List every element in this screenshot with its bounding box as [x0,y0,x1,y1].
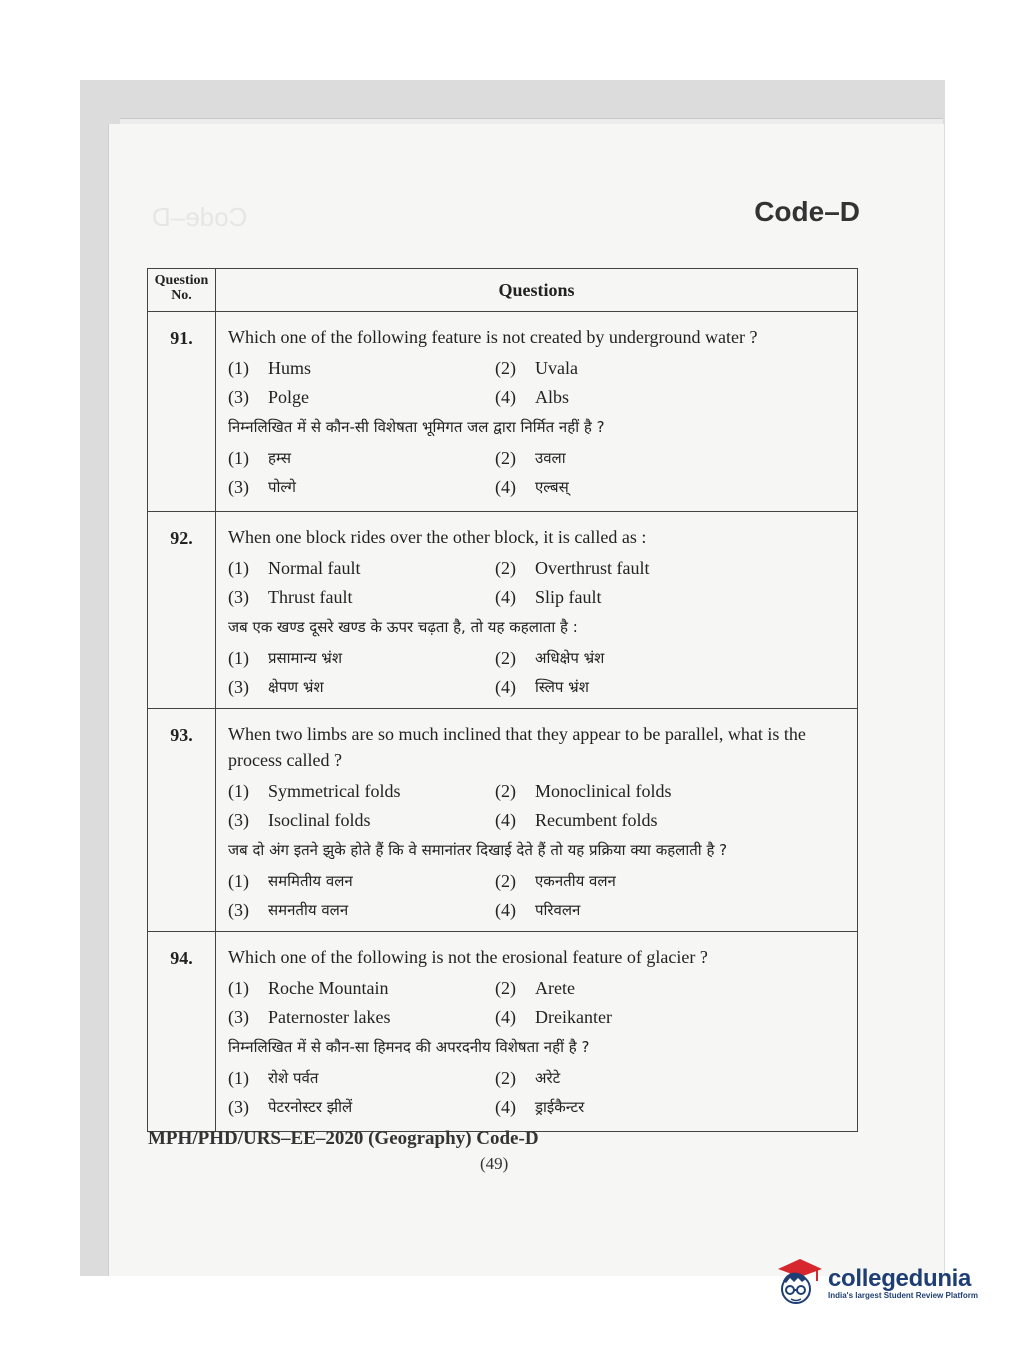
question-row-94 [148,932,858,1132]
logo-text [828,1265,978,1300]
collegedunia-watermark [770,1252,1010,1312]
option-hi-4: (4) ड्राईकैन्टर [495,1097,585,1117]
options-row [228,383,853,412]
question-row-92 [148,512,858,709]
footer-exam-code: MPH/PHD/URS–EE–2020 (Geography) Code-D [148,1128,539,1149]
question-text-en: Which one of the following feature is not created by underground water ? [228,327,758,347]
question-body [216,932,858,1132]
question-row-93 [148,709,858,932]
question-text-en: When one block rides over the other block, it is called as : [228,527,647,547]
options-row [228,806,853,835]
option-2: (2) Arete [495,978,575,998]
option-hi-2: (2) एकनतीय वलन [495,871,616,891]
question-text-hi: निम्नलिखित में से कौन-सा हिमनद की अपरदनीय विशेषता नहीं है ? [228,1038,590,1056]
option-hi-4: (4) एल्बस् [495,477,569,497]
option-hi-4: (4) स्लिप भ्रंश [495,677,589,697]
option-3: (3) Paternoster lakes [228,1007,391,1027]
question-text-en: When two limbs are so much inclined that they appear to be parallel, what is the process called ? [228,724,806,770]
option-4: (4) Slip fault [495,587,602,607]
option-hi-3: (3) क्षेपण भ्रंश [228,677,324,697]
option-hi-1: (1) हम्स [228,448,291,468]
question-body [216,512,858,709]
option-hi-1: (1) प्रसामान्य भ्रंश [228,648,343,668]
table-header-row [148,269,858,312]
question-number: 94. [148,932,216,1132]
question-body [216,709,858,932]
brand-name: collegedunia [828,1264,972,1292]
question-row-91 [148,312,858,512]
option-hi-4: (4) परिवलन [495,900,581,920]
page-code-title: Code–D [754,196,860,227]
options-row [228,554,853,583]
option-hi-2: (2) अधिक्षेप भ्रंश [495,648,605,668]
question-text-hi: जब एक खण्ड दूसरे खण्ड के ऊपर चढ़ता है, तो यह कहलाता है : [228,618,578,636]
options-row-hi [228,1093,853,1122]
option-hi-3: (3) पेटरनोस्टर झीलें [228,1097,353,1117]
questions-table [147,268,858,1132]
option-2: (2) Monoclinical folds [495,781,672,801]
question-number: 93. [148,709,216,932]
option-hi-3: (3) पोल्गे [228,477,297,497]
question-text-en: Which one of the following is not the erosional feature of glacier ? [228,947,708,967]
question-body [216,312,858,512]
options-row [228,1003,853,1032]
options-row [228,354,853,383]
options-row-hi [228,673,853,702]
option-hi-2: (2) अरेटे [495,1068,561,1088]
question-text-hi: जब दो अंग इतने झुके होते हैं कि वे समानांतर दिखाई देते हैं तो यह प्रक्रिया क्या कहलाती है ? [228,841,728,859]
option-hi-1: (1) रोशे पर्वत [228,1068,319,1088]
option-4: (4) Dreikanter [495,1007,612,1027]
brand-tagline: India's largest Student Review Platform [828,1290,978,1300]
page-number: (49) [480,1154,509,1173]
option-4: (4) Recumbent folds [495,810,658,830]
options-row-hi [228,473,853,502]
option-3: (3) Thrust fault [228,587,353,607]
question-number: 91. [148,312,216,512]
option-4: (4) Albs [495,387,570,407]
header-question-no: Question No. [148,269,216,312]
bleed-through-title: Code–D [152,202,248,232]
header-questions: Questions [216,269,858,312]
option-hi-2: (2) उवला [495,448,566,468]
question-text-hi: निम्नलिखित में से कौन-सी विशेषता भूमिगत जल द्वारा निर्मित नहीं है ? [228,418,605,436]
options-row-hi [228,444,853,473]
options-row [228,777,853,806]
options-row [228,974,853,1003]
option-hi-3: (3) समनतीय वलन [228,900,349,920]
options-row-hi [228,896,853,925]
option-1: (1) Symmetrical folds [228,781,401,801]
option-2: (2) Uvala [495,358,578,378]
option-3: (3) Isoclinal folds [228,810,371,830]
options-row-hi [228,867,853,896]
options-row [228,583,853,612]
option-2: (2) Overthrust fault [495,558,650,578]
option-hi-1: (1) सममितीय वलन [228,871,353,891]
option-1: (1) Normal fault [228,558,361,578]
graduate-mascot-icon [770,1255,824,1309]
question-number: 92. [148,512,216,709]
options-row-hi [228,644,853,673]
option-1: (1) Hums [228,358,312,378]
option-1: (1) Roche Mountain [228,978,389,998]
option-3: (3) Polge [228,387,310,407]
options-row-hi [228,1064,853,1093]
